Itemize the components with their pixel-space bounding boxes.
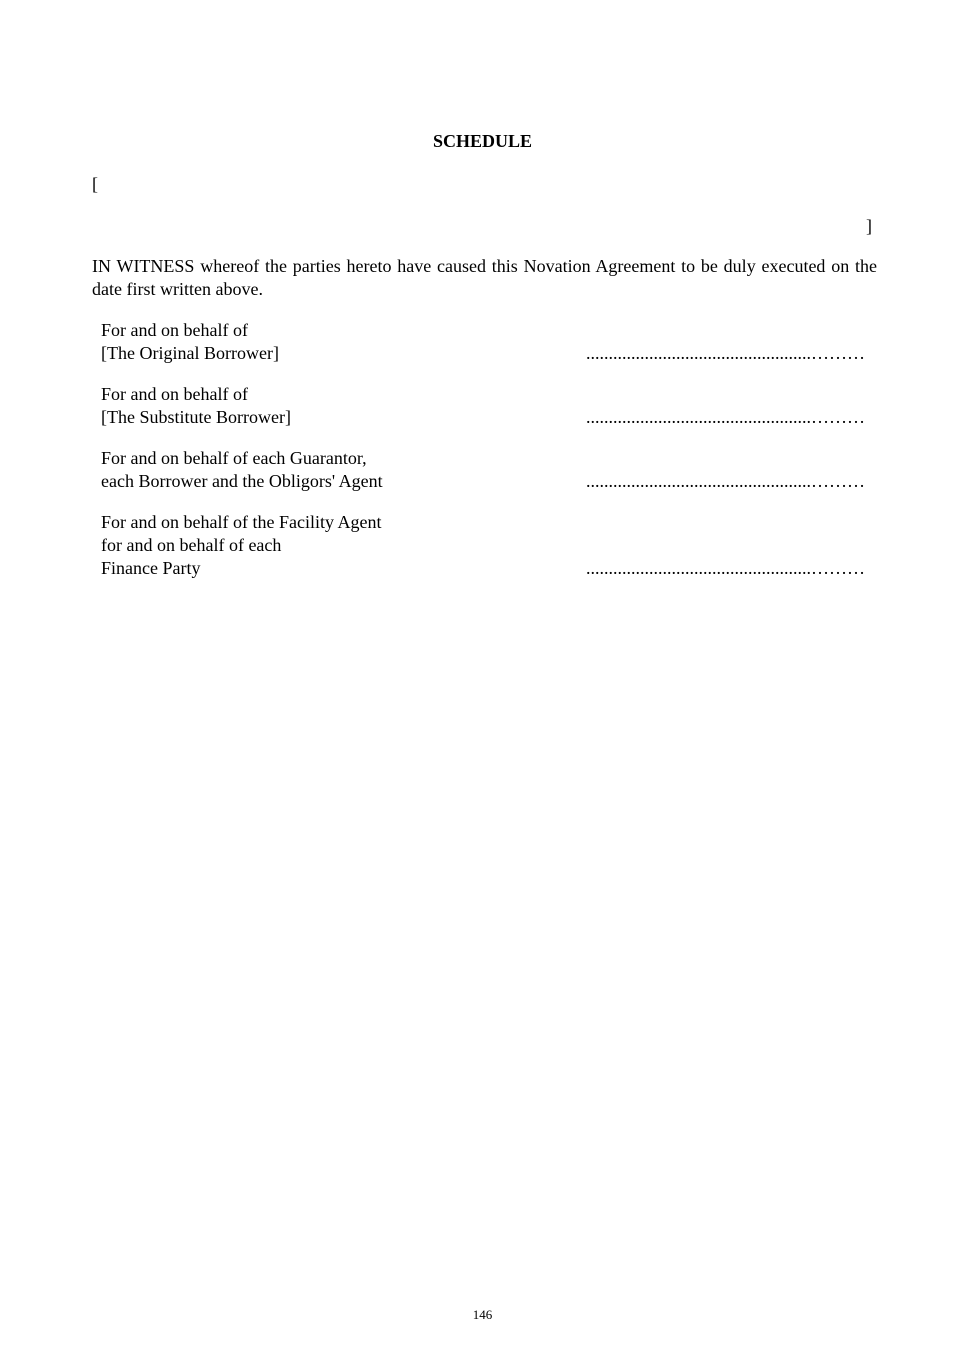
placeholder-bracket-open: [ (92, 174, 98, 194)
schedule-heading: SCHEDULE (432, 131, 533, 151)
signature-label-line: For and on behalf of (101, 384, 248, 404)
signature-label-line: For and on behalf of the Facility Agent (101, 512, 382, 532)
signature-block-substitute-borrower (101, 383, 881, 429)
signature-label-line: each Borrower and the Obligors' Agent (101, 471, 383, 491)
signature-block-guarantors (101, 447, 881, 493)
signature-label-line: [The Substitute Borrower] (101, 407, 291, 427)
signature-block-original-borrower (101, 319, 881, 365)
signature-party-label (101, 511, 541, 580)
signature-party-label (101, 447, 541, 493)
signature-label-line: For and on behalf of (101, 320, 248, 340)
signature-label-line: For and on behalf of each Guarantor, (101, 448, 367, 468)
signature-label-line: Finance Party (101, 558, 201, 578)
signature-line: ..................................................……… (586, 407, 865, 427)
page-number: 146 (472, 1307, 493, 1322)
signature-line: ..................................................……… (586, 343, 865, 363)
signature-line: ..................................................……… (586, 558, 865, 578)
signature-label-line: [The Original Borrower] (101, 343, 279, 363)
signature-label-line: for and on behalf of each (101, 535, 282, 555)
signature-party-label (101, 383, 541, 429)
signature-block-facility-agent (101, 511, 881, 580)
placeholder-bracket-close: ] (866, 216, 872, 236)
witness-clause: IN WITNESS whereof the parties hereto have caused this Novation Agreement to be duly executed on the date first written above. (92, 256, 877, 299)
signature-line: ..................................................……… (586, 471, 865, 491)
signature-party-label (101, 319, 541, 365)
